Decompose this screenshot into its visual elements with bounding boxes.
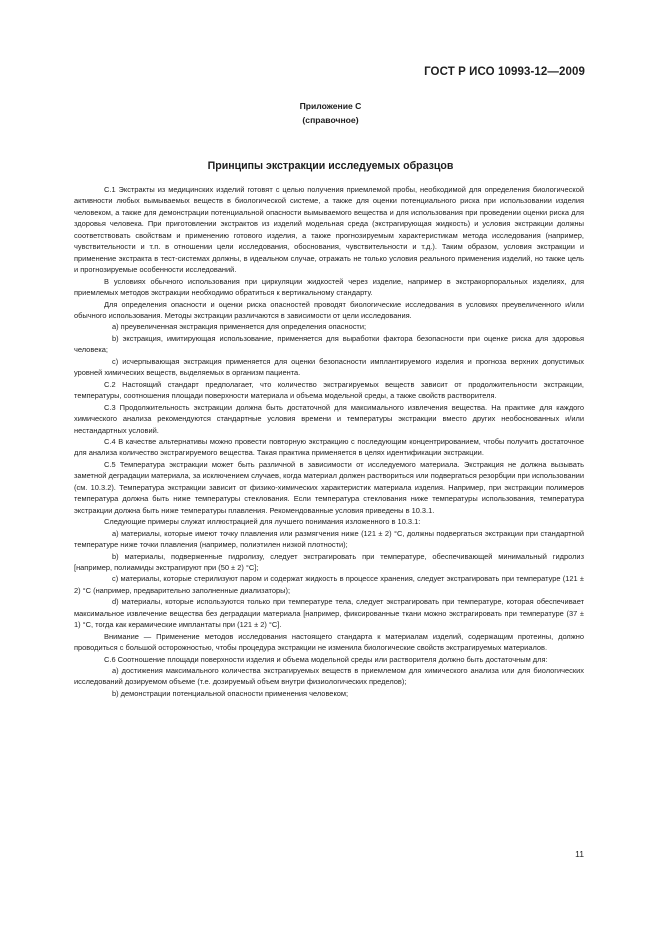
paragraph-c2: С.2 Настоящий стандарт предполагает, что количество экстрагируемых веществ зависит от продолжительности экстракции, температуры, соотношения площади поверхности материала и объема модельной среды, а также свойств растворителя.	[74, 379, 584, 401]
paragraph-c5: С.5 Температура экстракции может быть различной в зависимости от исследуемого материала. Экстракция не должна вызывать заметной деградации материала, за исключением случаев, когда материал должен раствориться или подвергаться резорбции при использовании (см. 10.3.2). Температура экстракции зависит от физико-химических характеристик материала изделия. Например, при экстракции полимеров температура должна быть ниже температуры стеклования. Если температура стеклования ниже температуры использования, температура экстракции должна быть ниже температуры плавления. Рекомендованные условия приведены в 10.3.1.	[74, 459, 584, 515]
warning-note: Внимание — Применение методов исследования настоящего стандарта к материалам изделий, содержащим протеины, должно проводиться с большой осторожностью, чтобы процедура экстракции не изменила биологические свойств экстрагируемых материалов.	[74, 631, 584, 653]
list-item: c) материалы, которые стерилизуют паром и содержат жидкость в процессе хранения, следует экстрагировать при температуре (121 ± 2) °С (например, предварительно заполненные диализаторы);	[74, 574, 584, 595]
list-item: a) материалы, которые имеют точку плавления или размягчения ниже (121 ± 2) °С, должны подвергаться экстракции при стандартной температуре ниже точки плавления (например, полиэтилен низкой плотности);	[74, 528, 584, 550]
paragraph: Следующие примеры служат иллюстрацией для лучшего понимания изложенного в 10.3.1:	[104, 517, 421, 527]
paragraph-c6: С.6 Соотношение площади поверхности изделия и объема модельной среды или растворителя должно быть достаточным для:	[104, 654, 548, 664]
list-item: d) материалы, которые используются только при температуре тела, следует экстрагировать при температуре, которая обеспечивает максимальное извлечение вещества без деградации материала [например, фиксированные ткани можно экстрагировать при температуре (37 ± 1) °С, тогда как керамические имплантаты при (121 ± 2) °С].	[74, 597, 584, 630]
list-item: b) демонстрации потенциальной опасности применения человеком;	[112, 688, 349, 698]
document-id: ГОСТ Р ИСО 10993-12—2009	[424, 66, 585, 78]
paragraph-c3: С.3 Продолжительность экстракции должна быть достаточной для максимального извлечения вещества. На практике для каждого химического анализа рекомендуются стандартные условия времени и температуры экстракции вместо других необоснованных и/или нестандартных условий.	[74, 402, 584, 435]
body-text	[74, 184, 584, 699]
annex-heading	[0, 99, 661, 127]
list-item: c) исчерпывающая экстракция применяется для оценки безопасности имплантируемого изделия и прогноза верхних допустимых уровней химических веществ, выделяемых в организм пациента.	[74, 356, 584, 378]
page-number: 11	[575, 849, 584, 859]
list-item: a) достижения максимального количества экстрагируемых веществ в приемлемом для химического анализа или для биологических исследований дозируемом объеме (т.е. дозируемый объем внутри физиологических пределов);	[74, 666, 584, 687]
list-item: b) материалы, подверженные гидролизу, следует экстрагировать при температуре, обеспечивающей минимальный гидролиз [например, полиамиды экстрагируют при (50 ± 2) °С];	[74, 551, 584, 572]
list-item: a) преувеличенная экстракция применяется для определения опасности;	[112, 322, 367, 332]
annex-name: Приложение С	[299, 101, 362, 111]
paragraph-c4: С.4 В качестве альтернативы можно провести повторную экстракцию с последующим концентрированием, чтобы получить достаточное для анализа количество экстрагируемого вещества. Такая практика применяется в целях идентификации экстракции.	[74, 436, 584, 458]
list-item: b) экстракция, имитирующая использование, применяется для выработки фактора безопасности при оценке риска для здоровья человека;	[74, 333, 584, 355]
paragraph-c1: С.1 Экстракты из медицинских изделий готовят с целью получения приемлемой пробы, необходимой для определения биологической активности любых вымываемых веществ в биологической системе, а также для оценки потенциального риска при использовании изделия человеком, а также для демонстрации потенциальной опасности вымываемого вещества и для использования при проведении оценки риска для здоровья человека. При приготовлении экстрактов из изделий модельная среда (экстрагирующая жидкость) и условия экстракции должны соответствовать свойствам и применению готового изделия, а также прогнозируемым характеристикам метода исследования (например, чувствительности и т.п. в отношении цели исследования, обоснования, чувствительности и т.д.). Таким образом, условия экстракции и применение экстракта в тест-системах должны, в идеальном случае, отражать не только условия реального применения изделий, но также цель и прогнозируемые особенности исследований.	[74, 185, 584, 275]
annex-kind: (справочное)	[302, 115, 359, 125]
paragraph: В условиях обычного использования при циркуляции жидкостей через изделие, например в экстракорпоральных изделиях, для приемлемых методов экстракции необходимо обратиться к вертикальному стандарту.	[74, 276, 584, 298]
paragraph: Для определения опасности и оценки риска опасностей проводят биологические исследования в условиях преувеличенного и/или обычного использования. Методы экстракции различаются в зависимости от цели исследования.	[74, 299, 584, 320]
section-title: Принципы экстракции исследуемых образцов	[207, 160, 454, 172]
